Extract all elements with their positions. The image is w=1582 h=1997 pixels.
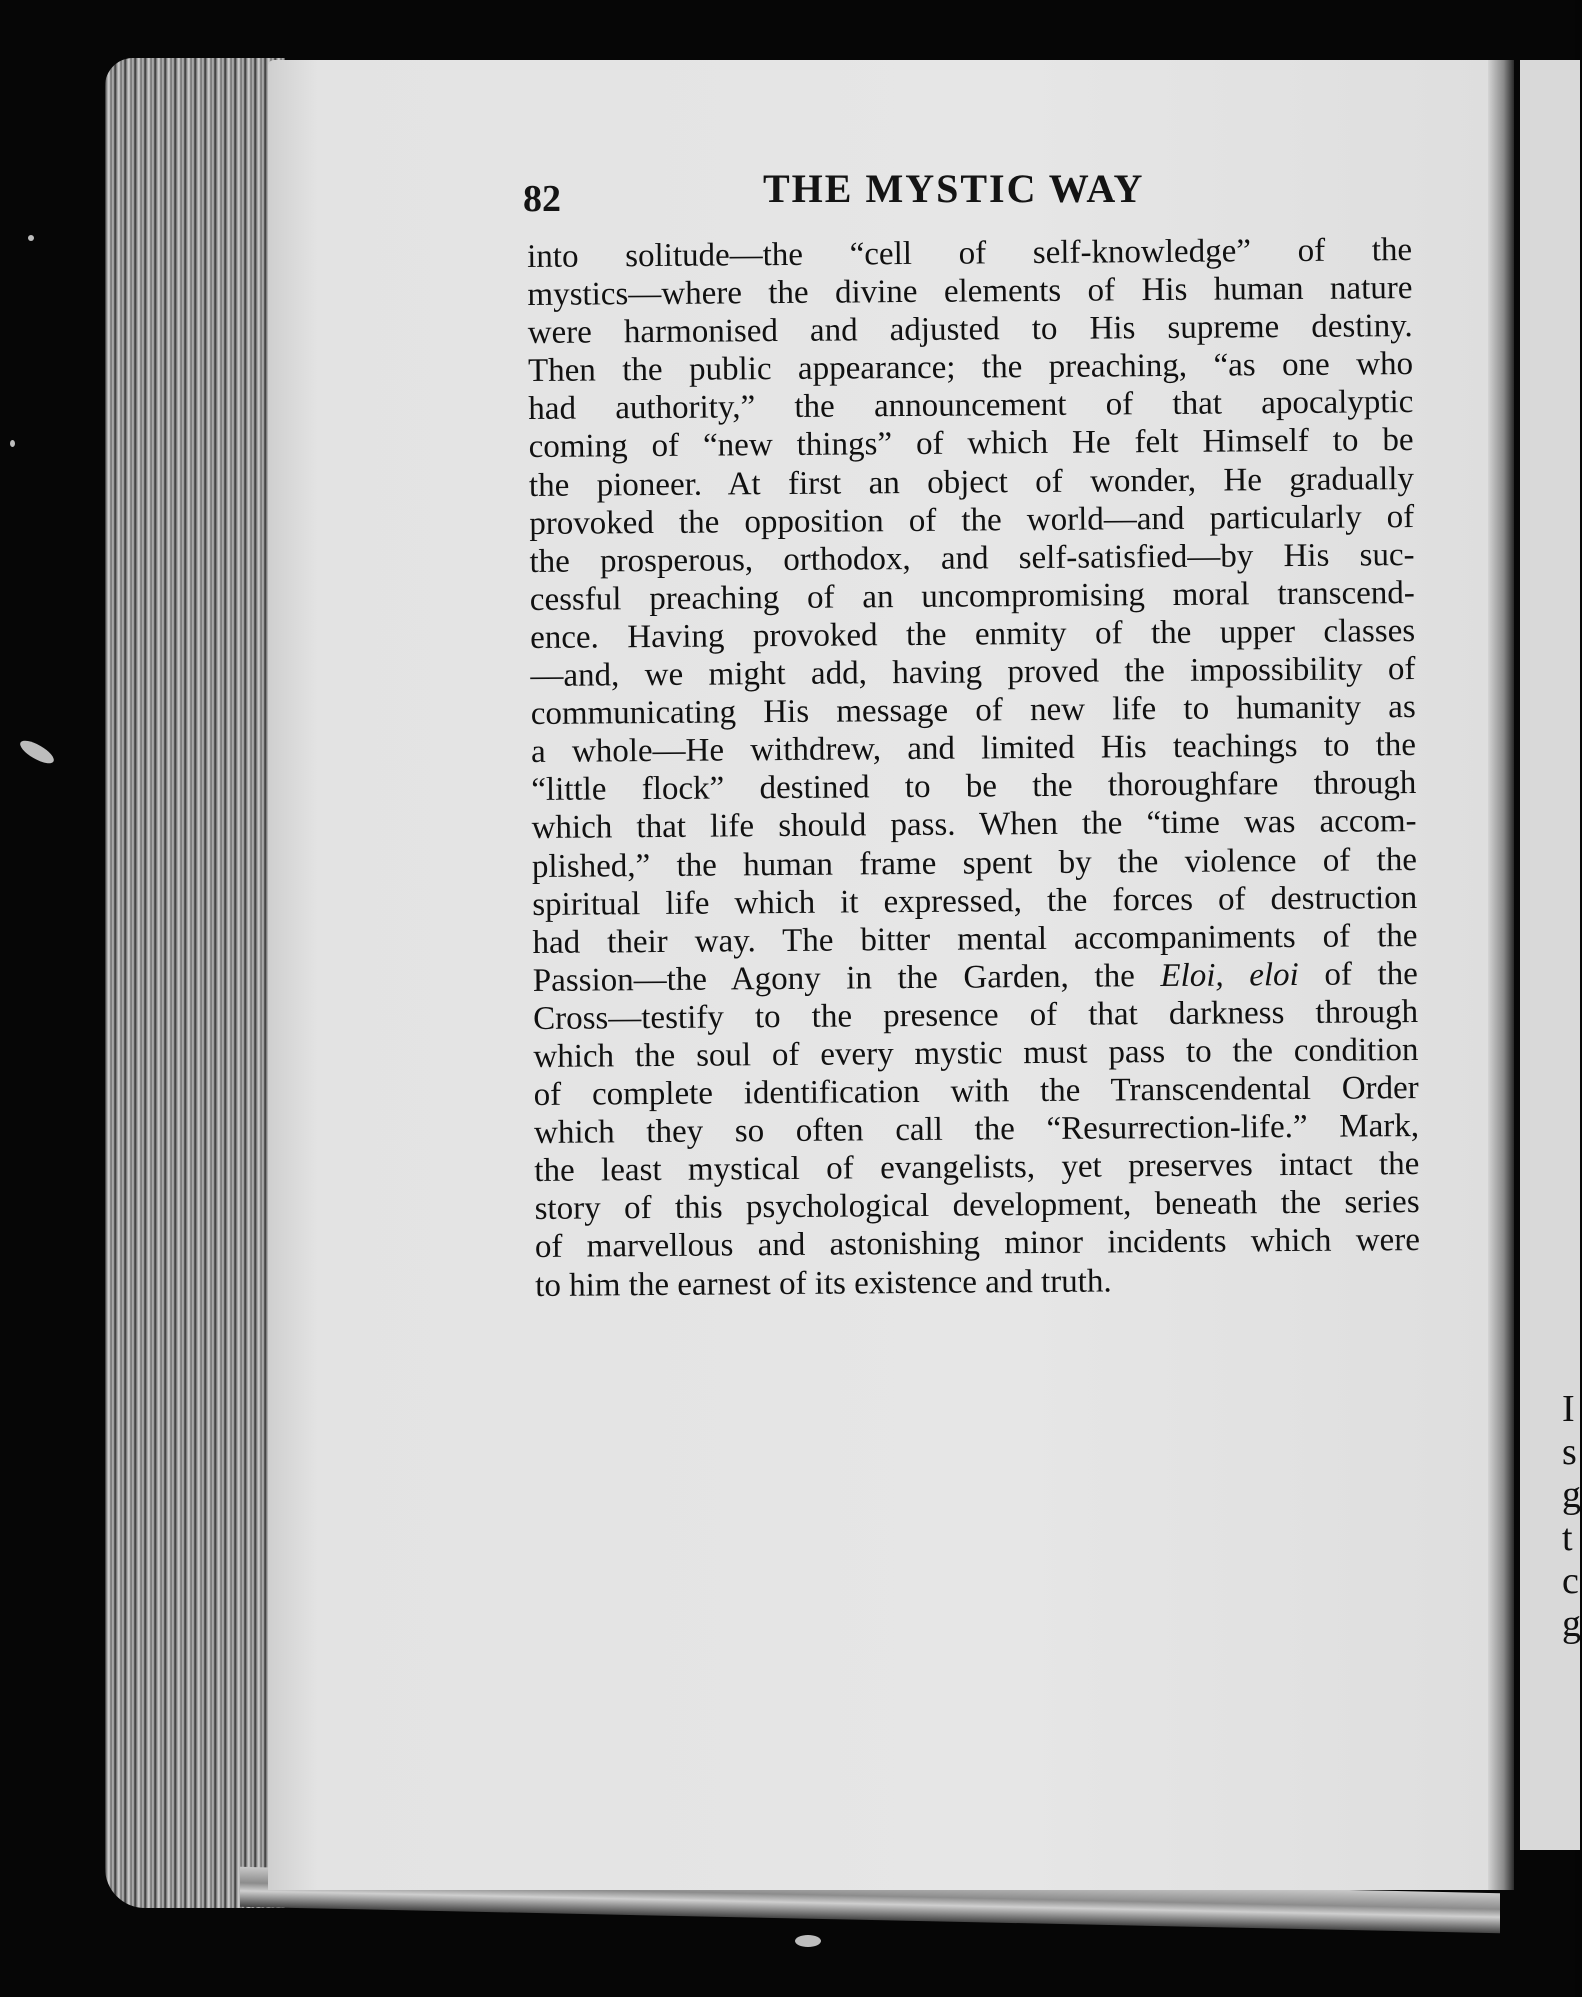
text-line: Passion—the Agony in the Garden, the Eloi, eloi of the [532, 955, 1418, 999]
text-line: the least mystical of evangelists, yet preserves intact the [534, 1146, 1420, 1190]
scan-speck [28, 235, 34, 241]
text-line: Then the public appearance; the preaching, “as one who [527, 346, 1414, 390]
book-title: THE MYSTIC WAY [763, 166, 1145, 211]
text-line: which that life should pass. When the “time was accom- [531, 803, 1417, 847]
gutter-shadow [1488, 60, 1514, 1890]
text-line: mystics—where the divine elements of His human nature [527, 270, 1413, 314]
text-line: a whole—He withdrew, and limited His teachings to the [530, 727, 1417, 771]
body-text [527, 231, 1420, 1305]
text-line: had their way. The bitter mental accompaniments of the [532, 917, 1418, 961]
text-line: of complete identification with the Transcendental Order [533, 1070, 1419, 1114]
text-line: spiritual life which it expressed, the forces of destruction [532, 879, 1418, 923]
text-line: had authority,” the announcement of that apocalyptic [528, 384, 1414, 428]
text-line: story of this psychological development, beneath the series [534, 1184, 1420, 1228]
scan-speck [795, 1935, 821, 1947]
text-line: ence. Having provoked the enmity of the upper classes [529, 612, 1416, 656]
page-number: 82 [523, 178, 561, 220]
page-edges [105, 58, 285, 1908]
text-line: —and, we might add, having proved the impossibility of [530, 651, 1416, 695]
facing-letter: I [1562, 1388, 1575, 1430]
text-line: the prosperous, orthodox, and self-satisfied—by His suc- [529, 536, 1415, 580]
facing-letter: s [1562, 1431, 1577, 1473]
text-line: which the soul of every mystic must pass to the condition [533, 1031, 1419, 1075]
facing-letter: t [1562, 1517, 1573, 1559]
text-line: to him the earnest of its existence and truth. [535, 1262, 1112, 1304]
text-line: communicating His message of new life to humanity as [530, 689, 1416, 733]
text-line: into solitude—the “cell of self-knowledge” of the [527, 232, 1413, 275]
scan-speck [17, 736, 57, 767]
text-line: of marvellous and astonishing minor incidents which were [534, 1222, 1421, 1266]
scan-speck [10, 440, 15, 447]
text-line: which they so often call the “Resurrection-life.” Mark, [533, 1108, 1420, 1152]
text-line: “little flock” destined to be the thoroughfare through [531, 765, 1417, 809]
facing-letter: c [1562, 1560, 1579, 1602]
italic-phrase: Eloi, eloi [1160, 956, 1299, 994]
text-line: the pioneer. At first an object of wonder, He gradually [528, 460, 1415, 504]
running-head [523, 165, 1418, 225]
text-line: Cross—testify to the presence of that darkness through [532, 993, 1419, 1037]
text-line: plished,” the human frame spent by the violence of the [531, 841, 1418, 885]
facing-letter: g [1562, 1474, 1581, 1516]
text-line: provoked the opposition of the world—and particularly of [529, 498, 1415, 542]
facing-page-text [1562, 1388, 1582, 1646]
facing-letter: g [1562, 1603, 1581, 1645]
text-line: coming of “new things” of which He felt Himself to be [528, 422, 1414, 466]
text-line: were harmonised and adjusted to His supreme destiny. [527, 308, 1413, 352]
text-line: cessful preaching of an uncompromising moral transcend- [529, 574, 1415, 618]
